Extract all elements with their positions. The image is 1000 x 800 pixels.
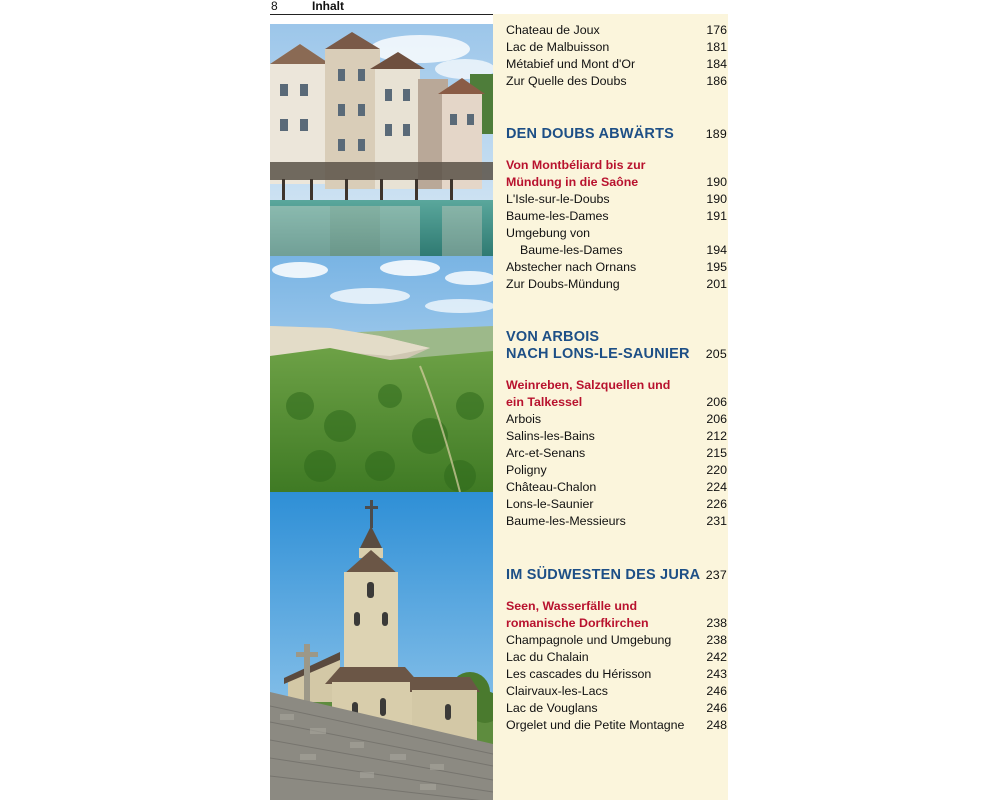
photo-cirque-valley-cliffs — [270, 256, 493, 492]
toc-item[interactable]: Umgebung von — [506, 226, 591, 240]
toc-item[interactable]: Zur Quelle des Doubs 186 — [506, 74, 727, 88]
page-number: 8 — [271, 0, 278, 13]
toc-item[interactable]: Arbois 206 — [506, 412, 727, 426]
toc-item[interactable]: Clairvaux-les-Lacs 246 — [506, 684, 727, 698]
toc-item[interactable]: L'Isle-sur-le-Doubs 190 — [506, 192, 727, 206]
toc-item[interactable]: Lac de Vouglans 246 — [506, 701, 727, 715]
toc-item[interactable]: Poligny 220 — [506, 463, 727, 477]
toc-item[interactable]: Lac du Chalain 242 — [506, 650, 727, 664]
toc-item[interactable]: Baume-les-Dames 194 — [520, 243, 727, 257]
section-title: Inhalt — [312, 0, 344, 13]
chapter-heading-doubs[interactable]: DEN DOUBS ABWÄRTS 189 — [506, 126, 727, 142]
running-header — [270, 0, 728, 15]
toc-item[interactable]: Château-Chalon 224 — [506, 480, 727, 494]
section-heading-seen[interactable]: Seen, Wasserfälle und romanische Dorfkirchen 238 — [506, 599, 727, 630]
chapter-heading-suedwesten[interactable]: IM SÜDWESTEN DES JURA 237 — [506, 567, 727, 583]
toc-item[interactable]: Zur Doubs-Mündung 201 — [506, 277, 727, 291]
toc-item[interactable]: Baume-les-Dames 191 — [506, 209, 727, 223]
toc-item[interactable]: Champagnole und Umgebung 238 — [506, 633, 727, 647]
photo-ornans-riverside-houses — [270, 24, 493, 256]
toc-item[interactable]: Baume-les-Messieurs 231 — [506, 514, 727, 528]
toc-item[interactable]: Salins-les-Bains 212 — [506, 429, 727, 443]
section-heading-weinreben[interactable]: Weinreben, Salzquellen und ein Talkessel 206 — [506, 378, 727, 409]
toc-item[interactable]: Lac de Malbuisson 181 — [506, 40, 727, 54]
toc-item[interactable]: Orgelet und die Petite Montagne 248 — [506, 718, 727, 732]
section-heading-montbeliard[interactable]: Von Montbéliard bis zur Mündung in die Saône 190 — [506, 158, 727, 189]
toc-item[interactable]: Métabief und Mont d'Or 184 — [506, 57, 727, 71]
photo-column — [270, 24, 493, 800]
toc-item[interactable]: Abstecher nach Ornans 195 — [506, 260, 727, 274]
chapter-heading-arbois[interactable]: VON ARBOIS NACH LONS-LE-SAUNIER 205 — [506, 329, 727, 362]
toc-item[interactable]: Les cascades du Hérisson 243 — [506, 667, 727, 681]
toc-item[interactable]: Chateau de Joux 176 — [506, 23, 727, 37]
photo-baume-les-messieurs-abbey-church — [270, 492, 493, 800]
toc-item[interactable]: Arc-et-Senans 215 — [506, 446, 727, 460]
toc-item[interactable]: Lons-le-Saunier 226 — [506, 497, 727, 511]
table-of-contents — [493, 14, 728, 800]
